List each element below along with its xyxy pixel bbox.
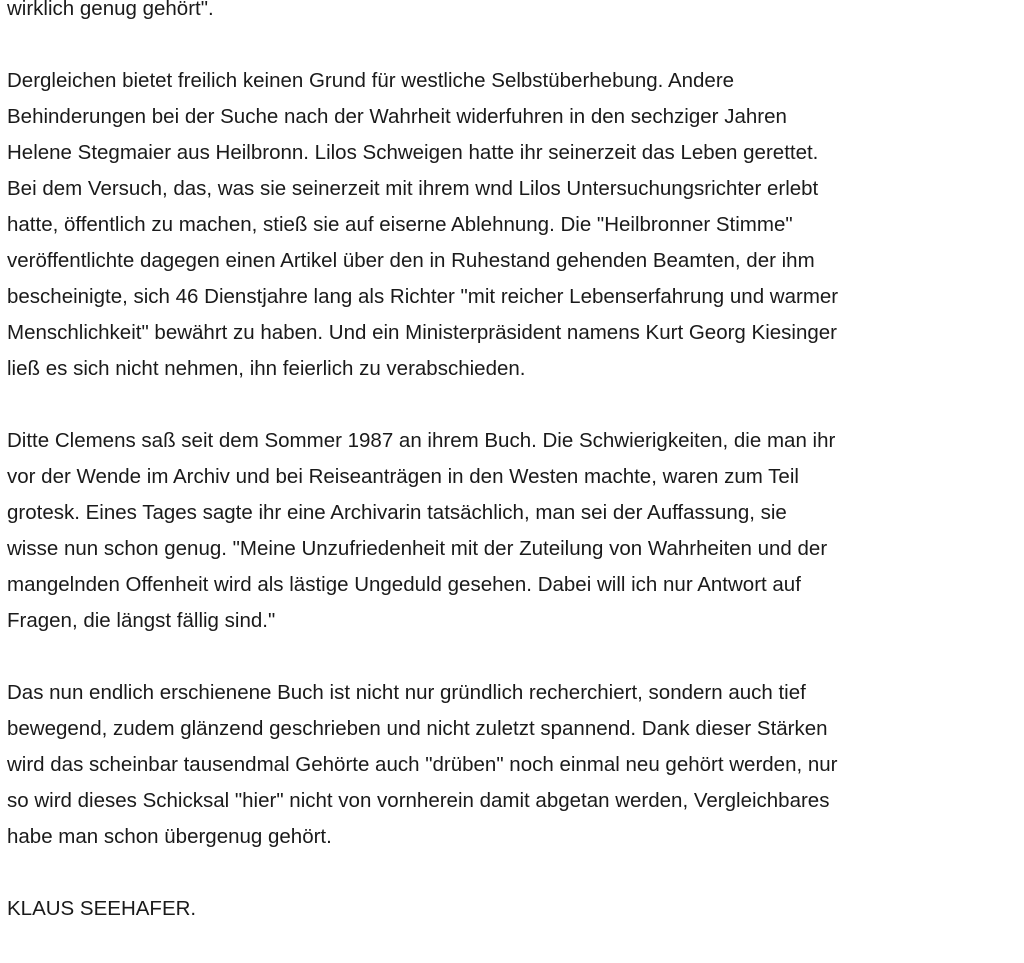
text-line: bescheinigte, sich 46 Dienstjahre lang als Richter "mit reicher Lebenserfahrung und warmer bbox=[7, 285, 839, 308]
text-line: Helene Stegmaier aus Heilbronn. Lilos Schweigen hatte ihr seinerzeit das Leben gerettet. bbox=[7, 141, 819, 164]
text-line: grotesk. Eines Tages sagte ihr eine Archivarin tatsächlich, man sei der Auffassung, sie bbox=[7, 501, 787, 524]
text-line: vor der Wende im Archiv und bei Reiseanträgen in den Westen machte, waren zum Teil bbox=[7, 465, 799, 488]
text-line: Ditte Clemens saß seit dem Sommer 1987 an ihrem Buch. Die Schwierigkeiten, die man ihr bbox=[7, 429, 836, 452]
signature bbox=[7, 891, 1017, 927]
text-line: wirklich genug gehört". bbox=[7, 0, 214, 20]
article-text bbox=[7, 0, 1017, 963]
text-line: so wird dieses Schicksal "hier" nicht von vornherein damit abgetan werden, Vergleichbares bbox=[7, 789, 830, 812]
text-line: bewegend, zudem glänzend geschrieben und nicht zuletzt spannend. Dank dieser Stärken bbox=[7, 717, 828, 740]
text-line: habe man schon übergenug gehört. bbox=[7, 825, 332, 848]
text-line: Das nun endlich erschienene Buch ist nicht nur gründlich recherchiert, sondern auch tief bbox=[7, 681, 806, 704]
paragraph-3 bbox=[7, 423, 1017, 639]
text-line: Menschlichkeit" bewährt zu haben. Und ein Ministerpräsident namens Kurt Georg Kiesinger bbox=[7, 321, 837, 344]
paragraph-4 bbox=[7, 675, 1017, 855]
text-line: hatte, öffentlich zu machen, stieß sie auf eiserne Ablehnung. Die "Heilbronner Stimme" bbox=[7, 213, 793, 236]
paragraph-1 bbox=[7, 0, 1017, 27]
text-line: wird das scheinbar tausendmal Gehörte auch "drüben" noch einmal neu gehört werden, nur bbox=[7, 753, 838, 776]
text-line: Behinderungen bei der Suche nach der Wahrheit widerfuhren in den sechziger Jahren bbox=[7, 105, 787, 128]
text-line: mangelnden Offenheit wird als lästige Ungeduld gesehen. Dabei will ich nur Antwort auf bbox=[7, 573, 801, 596]
text-line: Bei dem Versuch, das, was sie seinerzeit mit ihrem wnd Lilos Untersuchungsrichter erlebt bbox=[7, 177, 819, 200]
text-line: wisse nun schon genug. "Meine Unzufriedenheit mit der Zuteilung von Wahrheiten und der bbox=[7, 537, 828, 560]
paragraph-2 bbox=[7, 63, 1017, 387]
text-line: veröffentlichte dagegen einen Artikel über den in Ruhestand gehenden Beamten, der ihm bbox=[7, 249, 815, 272]
text-line: Dergleichen bietet freilich keinen Grund für westliche Selbstüberhebung. Andere bbox=[7, 69, 735, 92]
author-name: KLAUS SEEHAFER. bbox=[7, 897, 197, 920]
text-line: ließ es sich nicht nehmen, ihn feierlich zu verabschieden. bbox=[7, 357, 526, 380]
text-line: Fragen, die längst fällig sind." bbox=[7, 609, 276, 632]
